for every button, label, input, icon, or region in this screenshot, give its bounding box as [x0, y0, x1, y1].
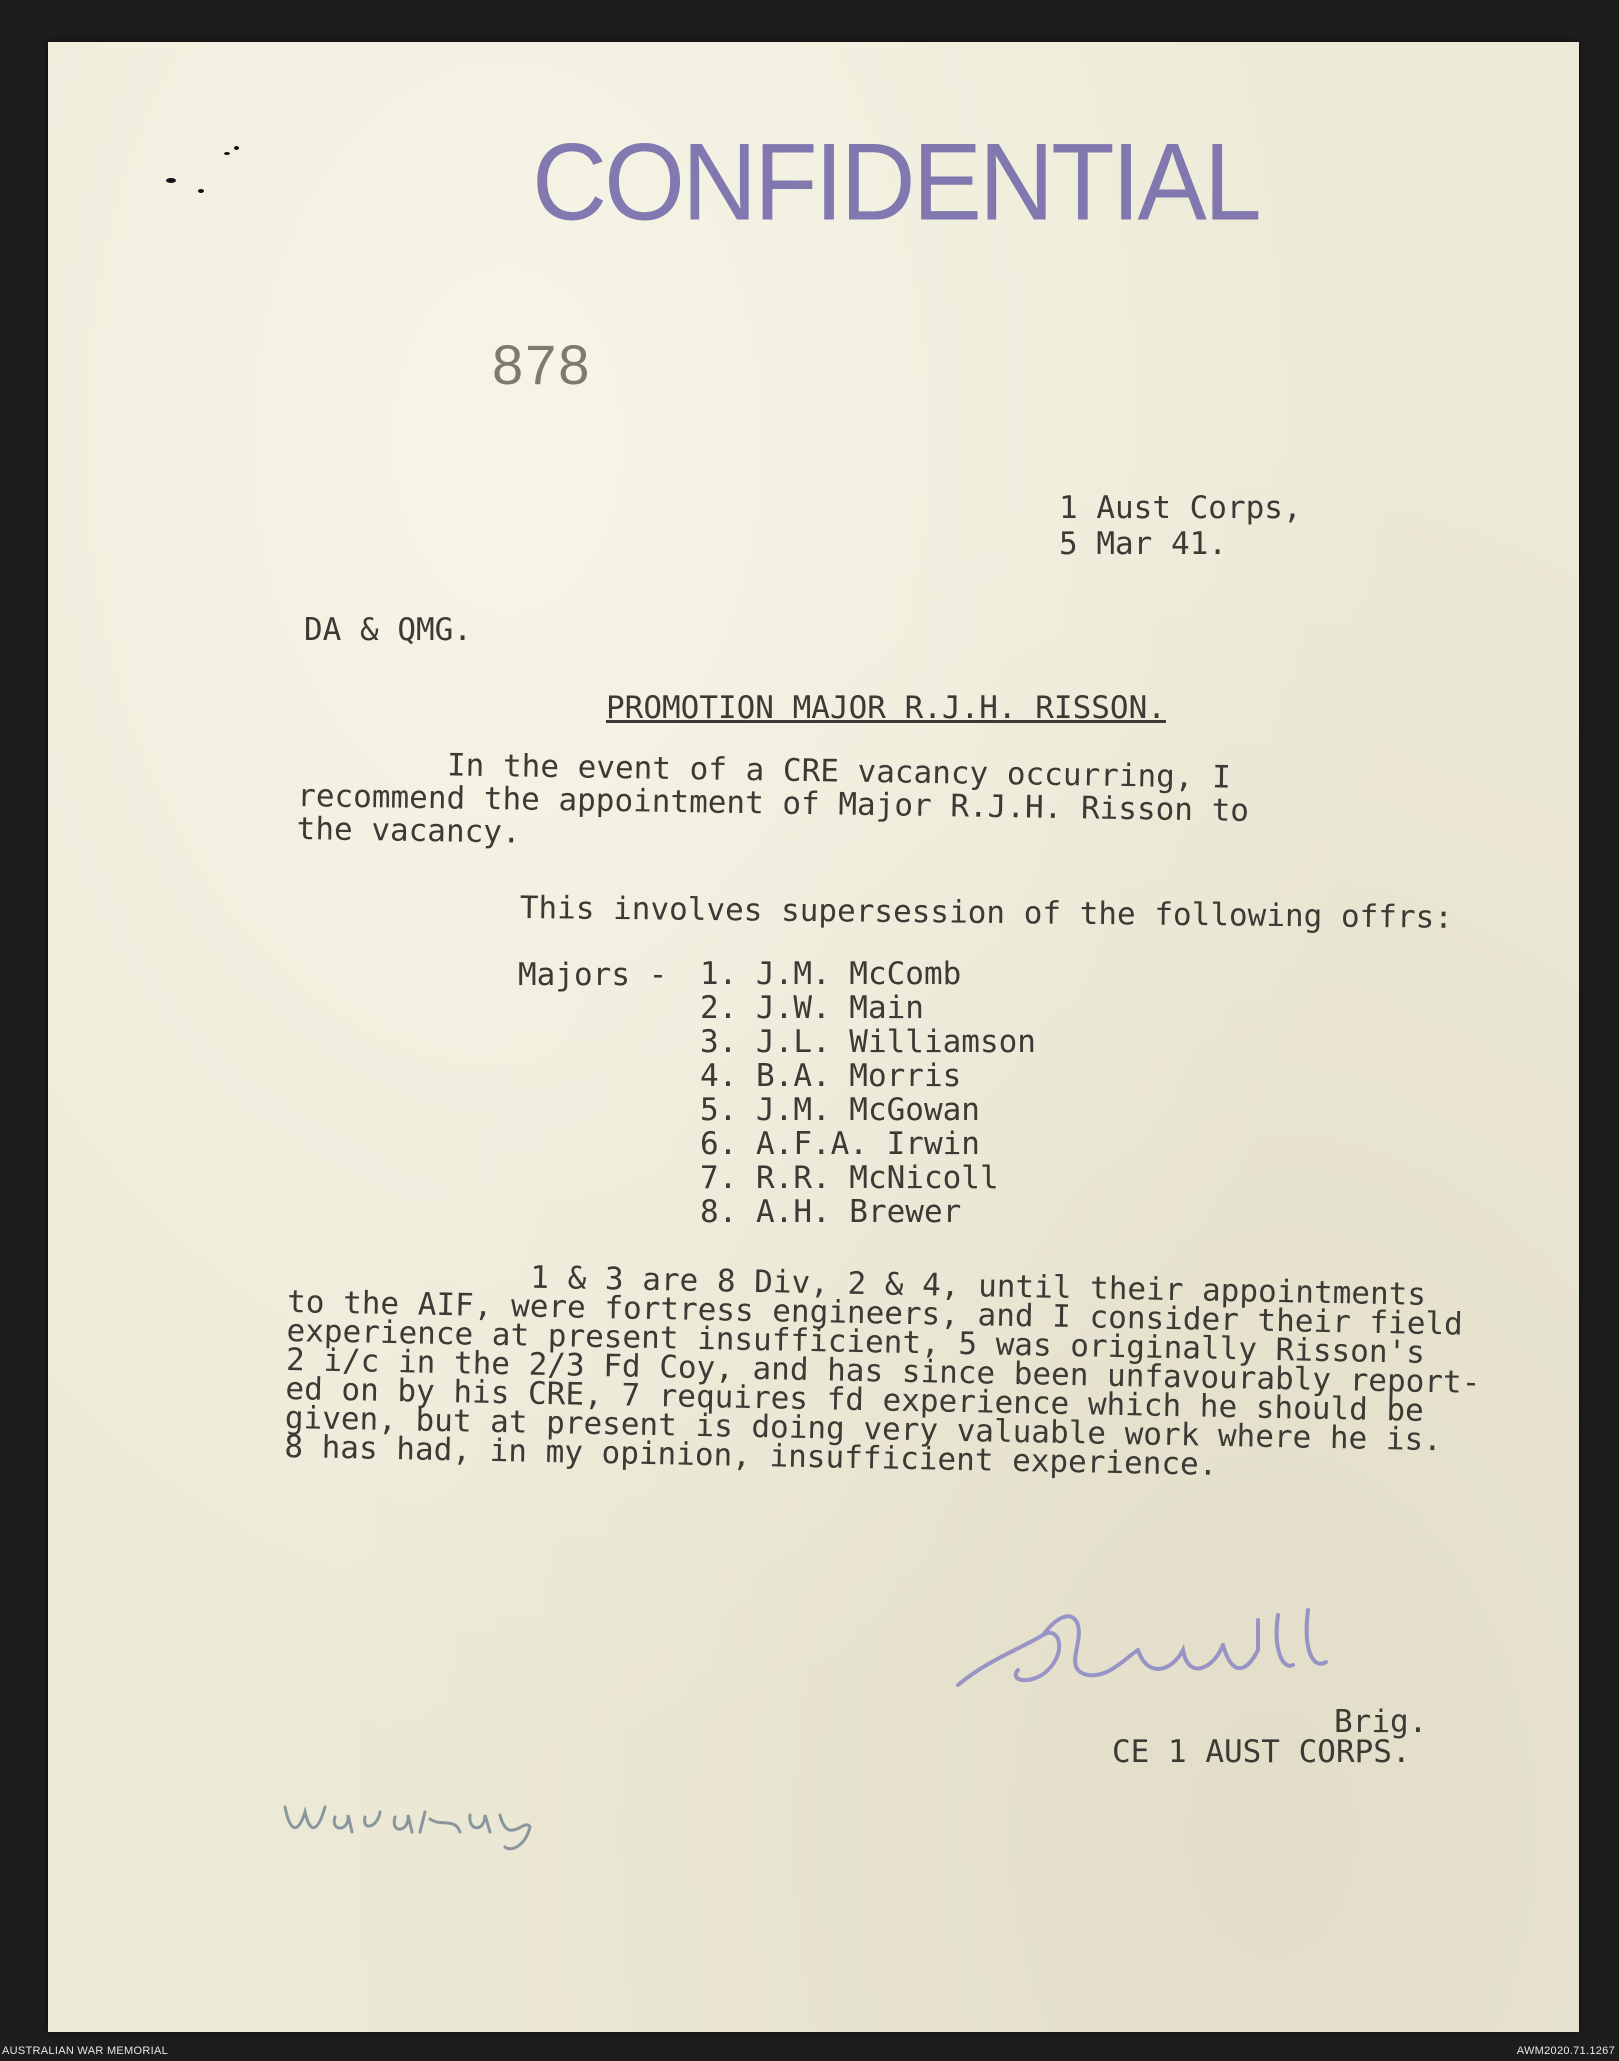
- subject-heading: PROMOTION MAJOR R.J.H. RISSON.: [606, 690, 1166, 726]
- paragraph-recommendation: In the event of a CRE vacancy occurring, I recommend the appointment of Major R.J.H. Risson to the vacancy.: [296, 745, 1250, 851]
- origin-unit: 1 Aust Corps,: [1059, 490, 1302, 526]
- list-item: 8. A.H. Brewer: [700, 1194, 962, 1230]
- confidential-stamp: CONFIDENTIAL: [532, 122, 1259, 244]
- list-item: 1. J.M. McComb: [700, 956, 962, 992]
- majors-label: Majors -: [518, 957, 668, 993]
- origin-block: [1059, 490, 1302, 562]
- list-item: 7. R.R. McNicoll: [700, 1160, 999, 1196]
- signature: [948, 1590, 1408, 1710]
- document-page: [48, 42, 1579, 2032]
- ink-speck: [198, 189, 204, 193]
- list-item: 4. B.A. Morris: [700, 1058, 962, 1094]
- ink-speck: [224, 152, 230, 155]
- list-item: 5. J.M. McGowan: [700, 1092, 980, 1128]
- list-item: 3. J.L. Williamson: [700, 1024, 1036, 1060]
- list-item: 2. J.W. Main: [700, 990, 924, 1026]
- origin-date: 5 Mar 41.: [1059, 526, 1227, 562]
- pencil-annotation: [280, 1787, 550, 1857]
- list-item: 6. A.F.A. Irwin: [700, 1126, 980, 1162]
- majors-list: [700, 957, 1036, 1229]
- signatory-rank: Brig.: [1334, 1704, 1428, 1740]
- ink-speck: [234, 146, 239, 150]
- reference-number: 878: [492, 333, 592, 396]
- archive-credit: AUSTRALIAN WAR MEMORIAL: [2, 2045, 169, 2057]
- paragraph-assessment: 1 & 3 are 8 Div, 2 & 4, until their appointments to the AIF, were fortress engineers, and I consider their field experience at present insufficient, 5 was originally Risson's 2 i/c in the 2/3 Fd Coy, and has since been unfavourably report- ed on by his CRE, 7 requires fd experience which he should be given, but at present is doing very valuable work where he is. 8 has had, in my opinion, insufficient experience.: [284, 1255, 1481, 1483]
- ink-speck: [166, 178, 176, 183]
- signatory-appointment: CE 1 AUST CORPS.: [1112, 1734, 1411, 1770]
- addressee: DA & QMG.: [304, 612, 472, 648]
- archive-reference: AWM2020.71.1267: [1516, 2045, 1615, 2057]
- paragraph-supersession: This involves supersession of the following offrs:: [519, 890, 1454, 936]
